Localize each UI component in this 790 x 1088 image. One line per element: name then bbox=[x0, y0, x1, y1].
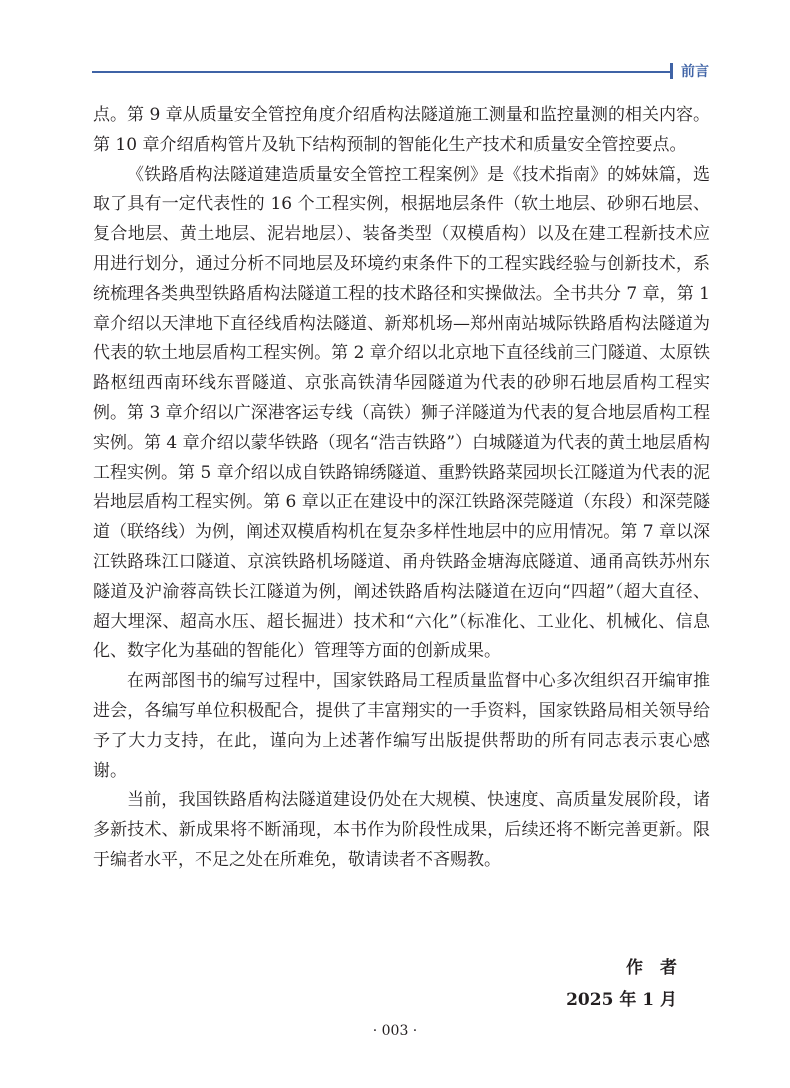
signature-date: 2025 年 1 月 bbox=[566, 990, 677, 1010]
paragraph-case-book-intro: 《铁路盾构法隧道建造质量安全管控工程案例》是《技术指南》的姊妹篇，选取了具有一定代表性的 16 个工程实例，根据地层条件（软土地层、砂卵石地层、复合地层、黄土地层、泥岩地层）、装备类型（双模盾构）以及在建工程新技术应用进行划分，通过分析不同地层及环境约束条件下的工程实践经验与创新技术，系统梳理各类典型铁路盾构法隧道工程的技术路径和实操做法。全书共分 7 章，第 1 章介绍以天津地下直径线盾构法隧道、新郑机场—郑州南站城际铁路盾构法隧道为代表的软土地层盾构工程实例。第 2 章介绍以北京地下直径线前三门隧道、太原铁路枢纽西南环线东晋隧道、京张高铁清华园隧道为代表的砂卵石地层盾构工程实例。第 3 章介绍以广深港客运专线（高铁）狮子洋隧道为代表的复合地层盾构工程实例。第 4 章介绍以蒙华铁路（现名“浩吉铁路”）白城隧道为代表的黄土地层盾构工程实例。第 5 章介绍以成自铁路锦绣隧道、重黔铁路菜园坝长江隧道为代表的泥岩地层盾构工程实例。第 6 章以正在建设中的深江铁路深莞隧道（东段）和深莞隧道（联络线）为例，阐述双模盾构机在复杂多样性地层中的应用情况。第 7 章以深江铁路珠江口隧道、京滨铁路机场隧道、甬舟铁路金塘海底隧道、通甬高铁苏州东隧道及沪渝蓉高铁长江隧道为例，阐述铁路盾构法隧道在迈向“四超”（超大直径、超大埋深、超高水压、超长掘进）技术和“六化”（标准化、工业化、机械化、信息化、数字化为基础的智能化）管理等方面的创新成果。 bbox=[93, 164, 711, 662]
header-rule bbox=[92, 71, 670, 73]
page-number: · 003 · bbox=[372, 1023, 418, 1039]
body-text bbox=[93, 101, 710, 876]
signature-author: 作 者 bbox=[626, 958, 677, 978]
header-tick bbox=[670, 63, 673, 79]
running-header-title: 前言 bbox=[681, 64, 709, 80]
paragraph-closing: 当前，我国铁路盾构法隧道建设仍处在大规模、快速度、高质量发展阶段，诸多新技术、新成果将不断涌现，本书作为阶段性成果，后续还将不断完善更新。限于编者水平，不足之处在所难免，敬请读者不吝赐教。 bbox=[93, 790, 710, 870]
paragraph-acknowledgements: 在两部图书的编写过程中，国家铁路局工程质量监督中心多次组织召开编审推进会，各编写单位积极配合，提供了丰富翔实的一手资料，国家铁路局相关领导给予了大力支持，在此，谨向为上述著作编写出版提供帮助的所有同志表示衷心感谢。 bbox=[93, 671, 710, 781]
paragraph-continuation: 点。第 9 章从质量安全管控角度介绍盾构法隧道施工测量和监控量测的相关内容。第 10 章介绍盾构管片及轨下结构预制的智能化生产技术和质量安全管控要点。 bbox=[93, 105, 710, 155]
